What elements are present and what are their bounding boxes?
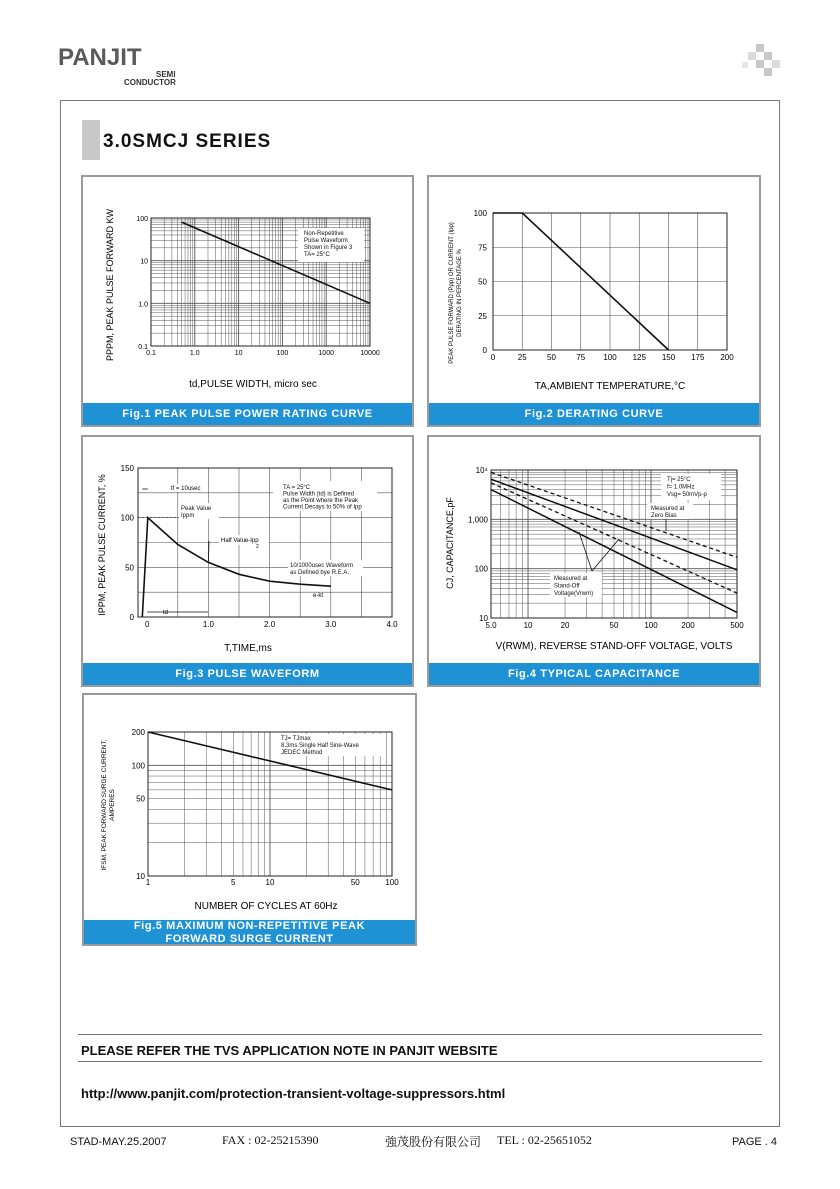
fig4-standoff: Stand-Off: [554, 583, 580, 590]
fig3-xlabel: T,TIME,ms: [224, 643, 272, 654]
fig4-panel: [427, 435, 761, 687]
fig1-xtick: 100: [276, 350, 289, 357]
fig1-xtick: 0.1: [146, 350, 156, 357]
footer-page: PAGE . 4: [732, 1136, 778, 1148]
fig2-ylabel-1: PEAK PULSE FORWARD (Ppp) OR CURRENT (Ipp): [449, 222, 455, 364]
fig5-xtick: 100: [385, 878, 399, 887]
fig4-chart: [429, 437, 759, 685]
fig4-ylabel: CJ, CAPACITANCE,pF: [445, 497, 455, 589]
fig5-ylabel-2: AMPERES: [109, 789, 116, 821]
fig4-conditions: Tj= 25°C: [667, 477, 691, 483]
fig4-standoff: Voltage(Vrwm): [554, 591, 594, 597]
fig3-caption: Fig.3 PULSE WAVEFORM: [83, 663, 412, 685]
fig3-chart: [83, 437, 412, 685]
fig2-xtick: 75: [576, 353, 586, 362]
fig2-xtick: 0: [490, 353, 496, 362]
fig1-ylabel: PPPM, PEAK PULSE FORWARD KW: [105, 208, 115, 362]
fig5-xtick: 1: [145, 878, 151, 887]
fig3-peak: Peak Value: [181, 506, 212, 512]
fig4-ytick: 10: [479, 614, 488, 623]
fig5-caption-line2: FORWARD SURGE CURRENT: [165, 933, 334, 945]
fig2-xtick: 175: [691, 353, 705, 362]
fig3-conditions: TA = 25°C: [283, 485, 311, 491]
fig3-ytick: 100: [120, 513, 134, 523]
footer-tel: TEL : 02-25651052: [497, 1133, 592, 1147]
checker-decoration: [742, 44, 782, 80]
fig3-waveform: as Defined bye R.E.A.: [290, 570, 350, 576]
logo-sub-semi: SEMI: [156, 70, 176, 79]
fig2-panel: [427, 175, 761, 427]
fig2-caption: Fig.2 DERATING CURVE: [429, 403, 759, 425]
footer-stad: STAD-MAY.25.2007: [70, 1136, 167, 1148]
fig5-annotation: TJ= TJmax: [281, 736, 311, 742]
fig3-xtick: 4.0: [386, 620, 398, 629]
fig4-standoff: Measured at: [554, 576, 588, 582]
fig3-conditions: Current Decays to 50% of Ipp: [283, 504, 362, 511]
fig2-xtick: 100: [603, 353, 617, 362]
fig2-xtick: 200: [720, 353, 734, 362]
fig4-xtick: 200: [681, 621, 695, 630]
fig1-panel: [81, 175, 414, 427]
fig1-ytick: 0.1: [138, 344, 148, 351]
fig4-xtick: 10: [523, 621, 533, 630]
divider-bottom: [78, 1061, 762, 1062]
fig3-waveform: 10/1000usec Waveform: [290, 563, 354, 569]
fig2-ytick: 50: [478, 277, 487, 287]
fig5-panel: [82, 693, 417, 946]
fig5-annotation: 8.3ms Single Half Sine-Wave: [281, 743, 359, 749]
fig1-annotation: Pulse Waveform: [304, 238, 348, 244]
fig5-annotation: JEDEC Method: [281, 750, 323, 756]
website-link[interactable]: http://www.panjit.com/protection-transient-voltage-suppressors.html: [81, 1086, 506, 1101]
fig2-ytick: 25: [478, 311, 487, 321]
footer-company: 強茂股份有限公司: [385, 1135, 482, 1149]
fig2-xtick: 150: [661, 353, 676, 362]
fig3-ylabel: IPPM, PEAK PULSE CURRENT, %: [97, 474, 107, 616]
fig4-xtick: 50: [609, 621, 619, 630]
application-note: PLEASE REFER THE TVS APPLICATION NOTE IN PANJIT WEBSITE: [81, 1043, 498, 1058]
fig5-ytick: 10: [136, 872, 145, 881]
fig4-pointer: [579, 532, 592, 571]
fig1-xlabel: td,PULSE WIDTH, micro sec: [189, 379, 317, 390]
fig5-chart: [84, 695, 415, 944]
fig2-ytick: 100: [473, 209, 487, 218]
fig2-ytick: 0: [482, 346, 487, 355]
fig4-pointer: [592, 539, 619, 571]
fig1-annotation: TA= 25°C: [304, 252, 330, 258]
fig4-caption: Fig.4 TYPICAL CAPACITANCE: [429, 663, 759, 685]
fig5-xtick: 10: [265, 878, 275, 887]
fig3-panel: [81, 435, 414, 687]
fig4-conditions: f= 1.0MHz: [667, 484, 695, 491]
fig2-xtick: 25: [517, 353, 527, 362]
fig1-ytick: 100: [136, 216, 148, 223]
fig3-ytick: 0: [129, 613, 134, 622]
fig1-ytick: 10: [140, 258, 148, 266]
fig5-ylabel-1: IFSM, PEAK FORWARD SURGE CURRENT,: [101, 739, 108, 871]
fig2-ytick: 75: [478, 243, 487, 253]
fig4-ytick: 10⁴: [475, 466, 488, 475]
fig4-conditions: Vsg= 50mVp-p: [667, 492, 707, 498]
fig3-xtick: 2.0: [264, 620, 276, 629]
panjit-logo: [58, 40, 198, 88]
fig1-chart: [83, 177, 412, 425]
fig5-xtick: 50: [350, 878, 360, 887]
fig2-ylabel-2: DERATING IN PERCENTAGE %: [457, 249, 463, 337]
fig4-xtick: 5.0: [485, 621, 497, 630]
fig4-zero-bias: Measured at: [651, 506, 685, 512]
fig2-chart: [429, 177, 759, 425]
fig3-half: Half Value-Ipp: [221, 538, 259, 544]
title-accent: [82, 120, 100, 160]
fig5-ytick: 200: [131, 728, 145, 737]
fig2-xtick: 125: [632, 353, 646, 362]
fig3-xtick: 3.0: [325, 620, 337, 629]
fig4-ytick: 1,000: [467, 515, 488, 525]
fig3-conditions: Pulse Width (td) is Defined: [283, 491, 355, 498]
fig3-xtick: 1.0: [202, 620, 214, 629]
fig5-caption: [84, 920, 415, 944]
fig1-annotation: Non-Repetitive: [304, 231, 344, 237]
fig3-ekt: e-kt: [313, 593, 324, 599]
fig4-xtick: 100: [644, 621, 658, 630]
fig3-peak: Ippm: [181, 513, 195, 519]
fig1-xtick: 1000: [318, 350, 334, 357]
fig4-ytick: 100: [474, 564, 488, 574]
fig5-ytick: 100: [131, 761, 145, 771]
fig5-xlabel: NUMBER OF CYCLES AT 60Hz: [194, 901, 338, 912]
footer-fax: FAX : 02-25215390: [222, 1133, 319, 1147]
fig1-annotation: Shown in Figure 3: [304, 245, 353, 251]
fig1-xtick: 10000: [360, 350, 380, 357]
fig1-ytick: 1.0: [138, 301, 148, 309]
fig5-ytick: 50: [136, 794, 145, 804]
divider-top: [78, 1034, 762, 1035]
fig3-half-frac: 2: [256, 544, 259, 550]
fig4-xtick: 20: [560, 621, 570, 630]
fig3-xtick: 0: [144, 620, 150, 629]
fig3-conditions: as the Point where the Peak: [283, 498, 359, 504]
fig2-xtick: 50: [547, 353, 556, 362]
fig4-xtick: 500: [730, 621, 744, 630]
fig3-tf: tf = 10usec: [171, 486, 201, 492]
fig4-zero-bias: Zero Bias: [651, 513, 677, 519]
fig3-td: td: [163, 610, 169, 616]
fig1-xtick: 10: [234, 350, 243, 357]
logo-main: PANJIT: [58, 44, 142, 71]
fig1-xtick: 1.0: [189, 350, 200, 357]
fig3-ytick: 50: [125, 563, 134, 573]
series-title: 3.0SMCJ SERIES: [103, 131, 272, 152]
fig3-ytick: 150: [120, 464, 134, 473]
fig5-caption-line1: Fig.5 MAXIMUM NON-REPETITIVE PEAK: [133, 920, 366, 932]
logo-sub-conductor: CONDUCTOR: [124, 78, 176, 87]
fig5-xtick: 5: [231, 878, 236, 887]
fig4-xlabel: V(RWM), REVERSE STAND-OFF VOLTAGE, VOLTS: [495, 641, 733, 652]
fig2-xlabel: TA,AMBIENT TEMPERATURE,°C: [534, 381, 686, 392]
fig1-caption: Fig.1 PEAK PULSE POWER RATING CURVE: [83, 403, 412, 425]
